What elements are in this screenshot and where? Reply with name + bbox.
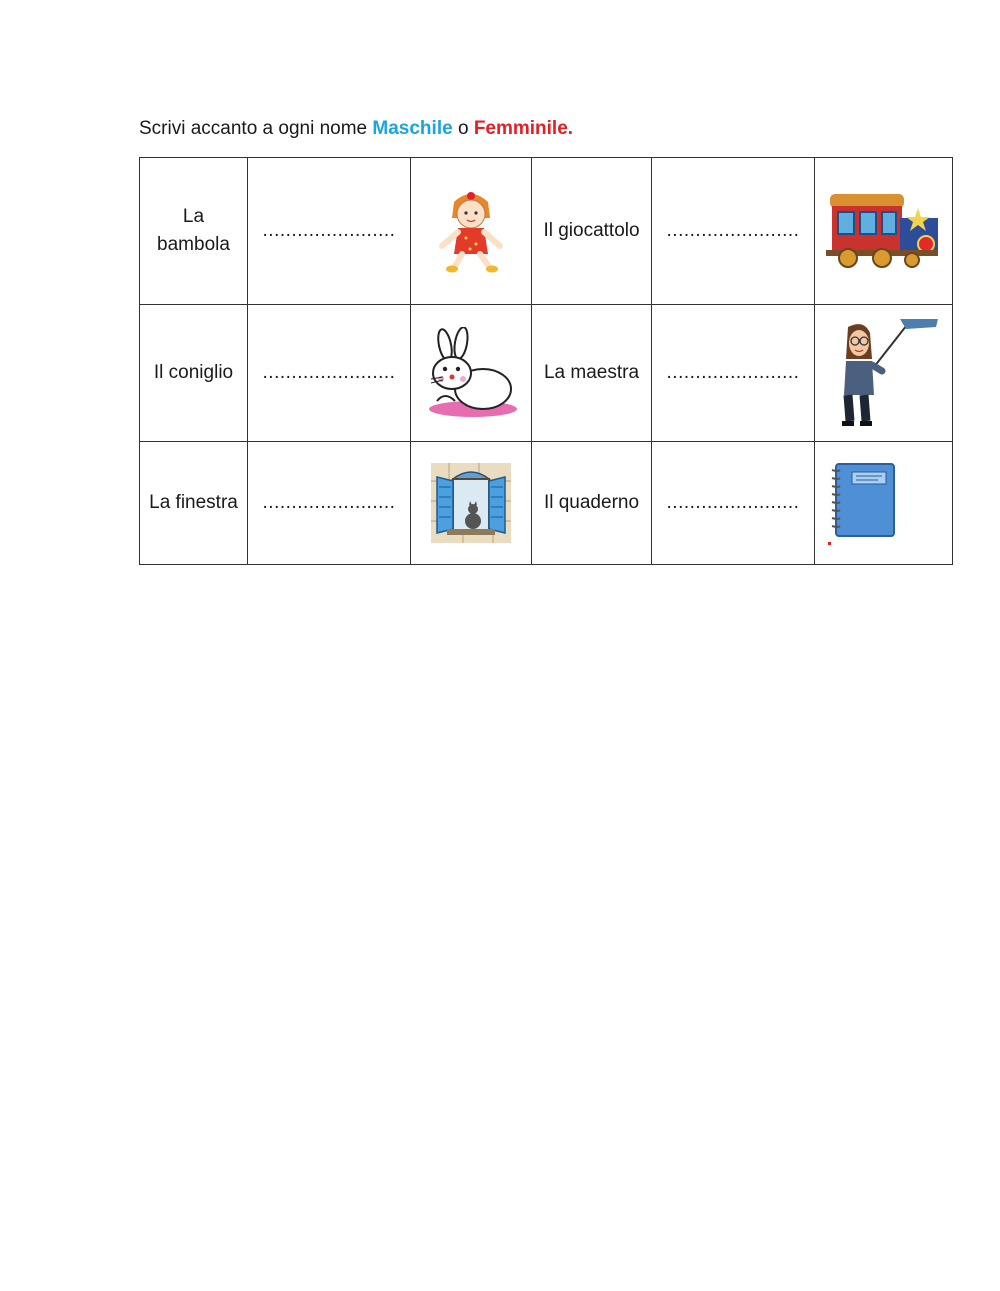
answer-blank[interactable]: ....................... <box>652 305 815 442</box>
instruction-conjunction: o <box>457 118 469 139</box>
window-icon <box>411 442 532 565</box>
answer-blank[interactable]: ....................... <box>652 442 815 565</box>
keyword-femminile: Femminile. <box>473 118 574 139</box>
table-row <box>140 305 953 442</box>
doll-icon <box>411 158 532 305</box>
noun-cell: Il giocattolo <box>532 158 652 305</box>
answer-blank[interactable]: ....................... <box>248 158 411 305</box>
instruction-prefix: Scrivi accanto a ogni nome <box>139 118 368 139</box>
keyword-maschile: Maschile <box>372 118 453 139</box>
instruction-text <box>139 116 573 142</box>
noun-cell: Il quaderno <box>532 442 652 565</box>
notebook-icon <box>815 442 953 565</box>
rabbit-icon <box>411 305 532 442</box>
noun-cell: Il coniglio <box>140 305 248 442</box>
table-row <box>140 442 953 565</box>
table-row <box>140 158 953 305</box>
noun-cell: La finestra <box>140 442 248 565</box>
noun-cell: La maestra <box>532 305 652 442</box>
answer-blank[interactable]: ....................... <box>248 442 411 565</box>
worksheet-table <box>139 157 953 565</box>
teacher-icon <box>815 305 953 442</box>
toy-train-icon <box>815 158 953 305</box>
answer-blank[interactable]: ....................... <box>248 305 411 442</box>
noun-cell: La bambola <box>140 158 248 305</box>
answer-blank[interactable]: ....................... <box>652 158 815 305</box>
